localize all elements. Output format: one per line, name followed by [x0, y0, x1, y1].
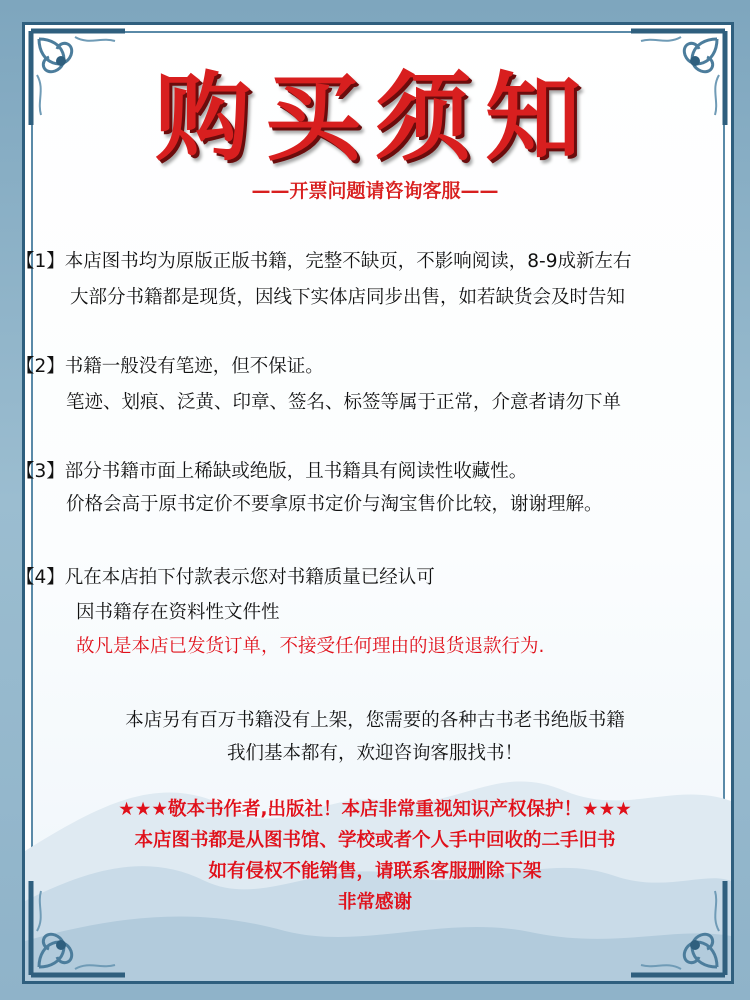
notice-4-warning: 故凡是本店已发货订单，不接受任何理由的退货退款行为. [76, 636, 545, 657]
notice-3-line-2: 价格会高于原书定价不要拿原书定价与淘宝售价比较，谢谢理解。 [66, 494, 603, 515]
notice-1-line-1: 【1】本店图书均为原版正版书籍，完整不缺页，不影响阅读，8-9成新左右 [16, 251, 632, 272]
copyright-note-line-1: ★★★敬本书作者,出版社！本店非常重视知识产权保护！★★★ [118, 799, 632, 820]
copyright-note-line-2: 本店图书都是从图书馆、学校或者个人手中回收的二手旧书 [134, 830, 616, 851]
copyright-note-line-3: 如有侵权不能销售，请联系客服删除下架 [208, 861, 542, 882]
copyright-note-line-4: 非常感谢 [337, 892, 412, 913]
stock-note-line-2: 我们基本都有，欢迎咨询客服找书！ [226, 743, 523, 764]
notice-4-line-1: 【4】凡在本店拍下付款表示您对书籍质量已经认可 [16, 567, 435, 588]
notice-2-line-2: 笔迹、划痕、泛黄、印章、签名、标签等属于正常，介意者请勿下单 [66, 392, 622, 413]
page-subtitle: ——开票问题请咨询客服—— [251, 180, 499, 202]
notice-1-line-2: 大部分书籍都是现货，因线下实体店同步出售，如若缺货会及时告知 [70, 287, 626, 308]
stock-note-line-1: 本店另有百万书籍没有上架，您需要的各种古书老书绝版书籍 [125, 710, 625, 731]
notice-4-line-2: 因书籍存在资料性文件性 [76, 602, 280, 623]
notice-2-line-1: 【2】书籍一般没有笔迹，但不保证。 [16, 356, 324, 377]
notice-3-line-1: 【3】部分书籍市面上稀缺或绝版，且书籍具有阅读性收藏性。 [16, 461, 528, 482]
page-title: 购买须知 [155, 62, 595, 174]
